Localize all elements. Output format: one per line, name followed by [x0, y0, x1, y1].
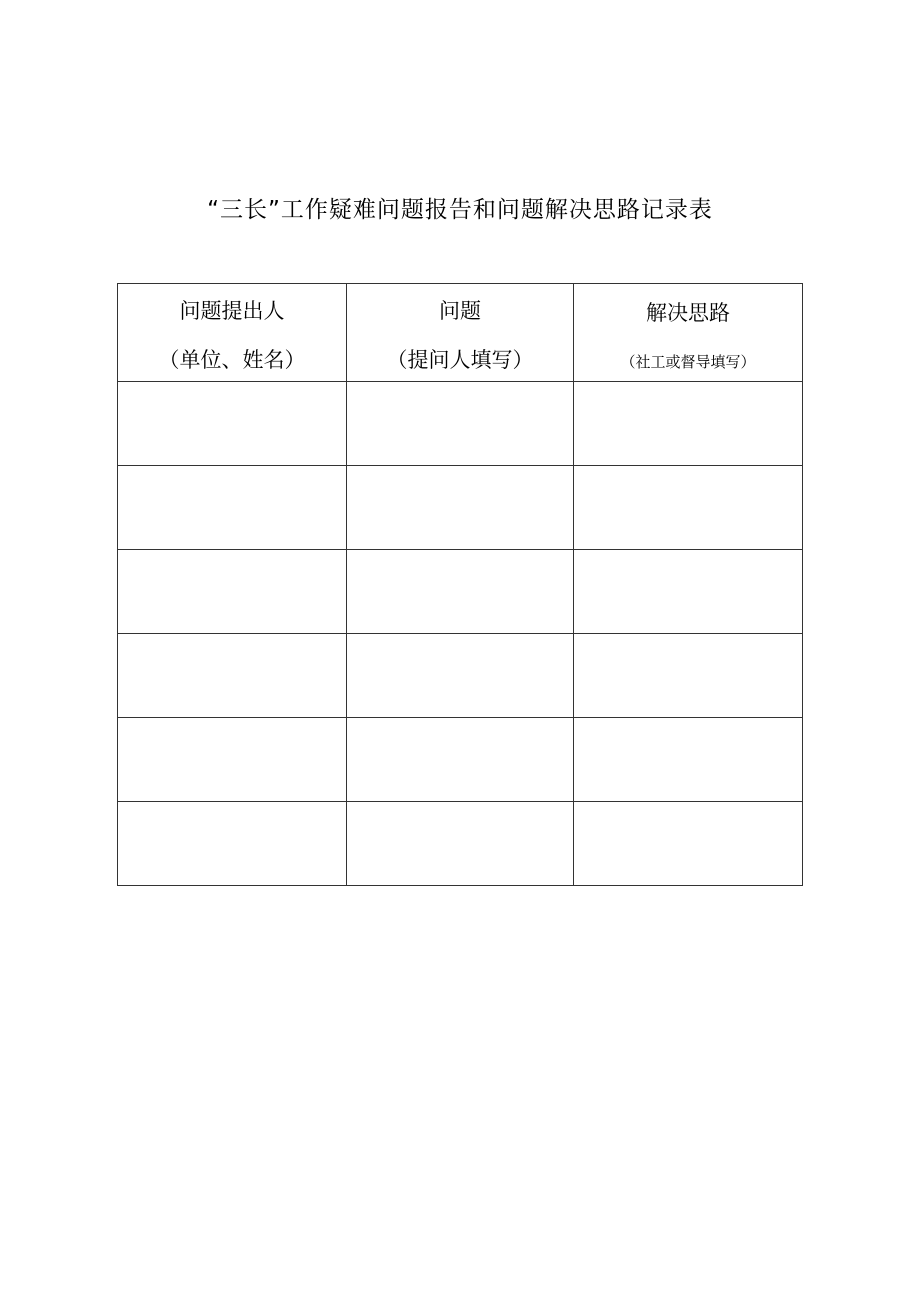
- table-row: [118, 802, 803, 886]
- table-cell[interactable]: [347, 718, 574, 802]
- table-cell[interactable]: [118, 382, 347, 466]
- table-row: [118, 550, 803, 634]
- table-cell[interactable]: [347, 550, 574, 634]
- table-row: [118, 634, 803, 718]
- table-cell[interactable]: [118, 802, 347, 886]
- header-questioner: [118, 284, 347, 382]
- table-row: [118, 382, 803, 466]
- table-cell[interactable]: [574, 382, 803, 466]
- table-cell[interactable]: [574, 466, 803, 550]
- table-header-row: [118, 284, 803, 382]
- table-cell[interactable]: [347, 802, 574, 886]
- table-cell[interactable]: [118, 550, 347, 634]
- header-solution-note: （社工或督导填写）: [620, 352, 756, 371]
- table-cell[interactable]: [574, 718, 803, 802]
- table-cell[interactable]: [574, 550, 803, 634]
- document-title: “三长”工作疑难问题报告和问题解决思路记录表: [207, 197, 713, 223]
- header-question-label: 问题: [439, 299, 481, 323]
- table-cell[interactable]: [574, 634, 803, 718]
- table-cell[interactable]: [347, 466, 574, 550]
- header-solution: [574, 284, 803, 382]
- header-question-note: （提问人填写）: [386, 348, 534, 372]
- table-cell[interactable]: [118, 466, 347, 550]
- header-questioner-note: （单位、姓名）: [158, 348, 306, 372]
- table-cell[interactable]: [574, 802, 803, 886]
- header-solution-label: 解决思路: [646, 300, 730, 325]
- table-row: [118, 718, 803, 802]
- header-question: [347, 284, 574, 382]
- table-cell[interactable]: [347, 382, 574, 466]
- header-questioner-label: 问题提出人: [179, 299, 285, 323]
- table-row: [118, 466, 803, 550]
- record-table: [117, 283, 803, 886]
- table-cell[interactable]: [118, 718, 347, 802]
- table-cell[interactable]: [118, 634, 347, 718]
- table-cell[interactable]: [347, 634, 574, 718]
